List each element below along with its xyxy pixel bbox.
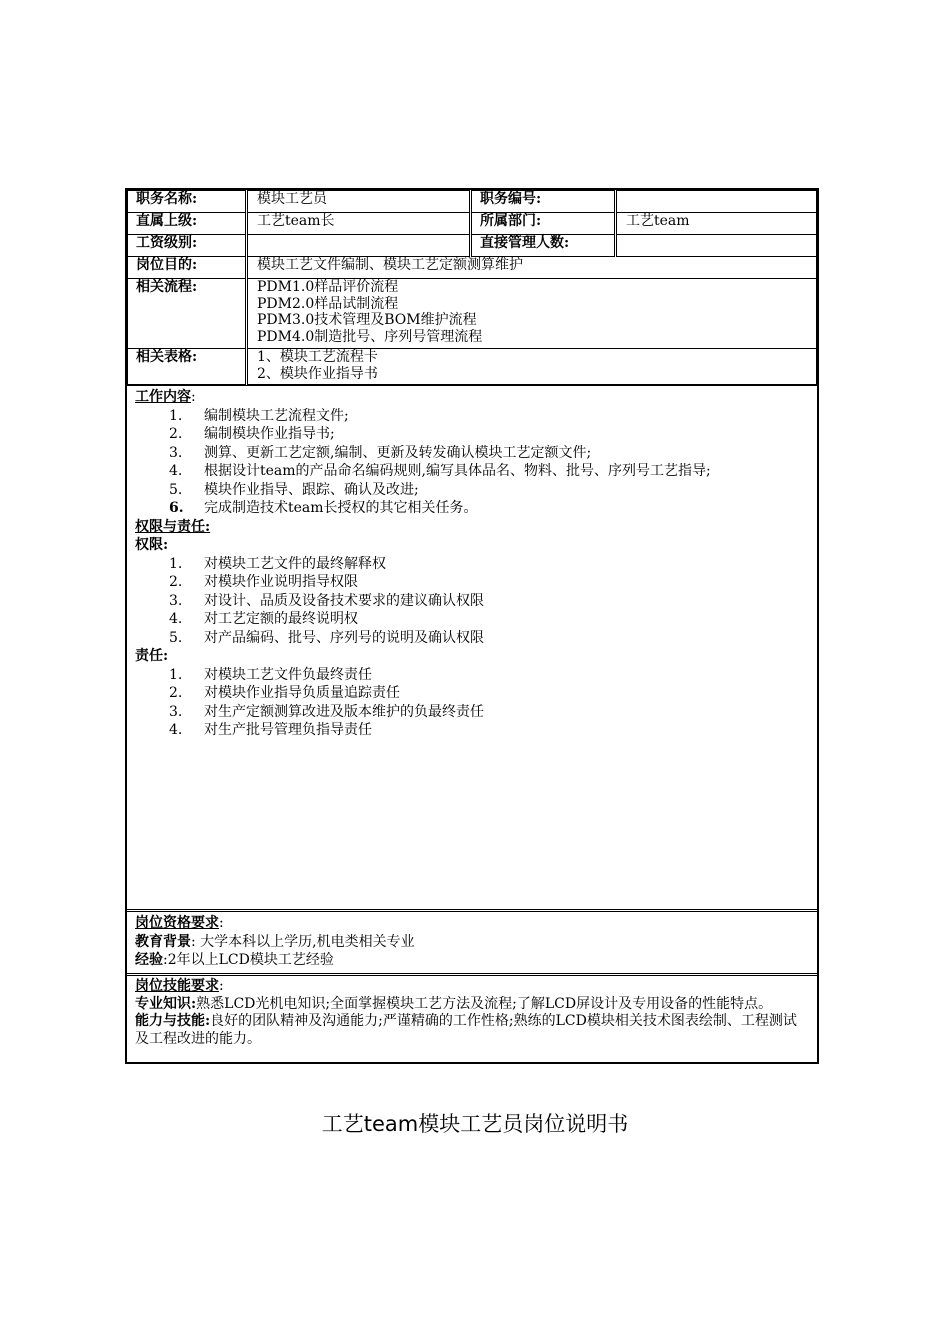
processes-row (128, 279, 817, 349)
list-item (135, 573, 809, 592)
item-number: 1. (169, 666, 183, 683)
purpose-label: 岗位目的: (128, 257, 247, 279)
skills-section (127, 973, 817, 1062)
item-text: 根据设计team的产品命名编码规则,编写具体品名、物料、批号、序列号工艺指导; (204, 463, 711, 479)
list-item (135, 610, 809, 629)
item-text: 对模块工艺文件的最终解释权 (204, 555, 386, 572)
ability-label: 能力与技能: (135, 1013, 211, 1029)
qualification-heading: 岗位资格要求 (135, 915, 219, 931)
item-number: 2. (169, 426, 183, 442)
document-title: 工艺team模块工艺员岗位说明书 (321, 1112, 629, 1136)
processes-label: 相关流程: (128, 279, 247, 349)
item-text: 对模块作业指导负质量追踪责任 (204, 685, 400, 701)
work-list (135, 407, 809, 518)
list-item (135, 721, 809, 740)
item-number: 3. (169, 703, 183, 720)
list-item (135, 481, 809, 500)
department-value: 工艺team (616, 213, 817, 235)
work-section (127, 385, 817, 909)
process-item: PDM1.0样品评价流程 (257, 279, 399, 295)
header-row (128, 213, 817, 235)
item-number: 1. (169, 407, 183, 424)
department-label: 所属部门: (471, 213, 616, 235)
direct-reports-label: 直接管理人数: (471, 235, 616, 257)
purpose-row (128, 257, 817, 279)
job-title-label: 职务名称: (128, 191, 247, 213)
supervisor-label: 直属上级: (128, 213, 247, 235)
salary-grade-value (247, 235, 471, 257)
process-item: PDM2.0样品试制流程 (257, 295, 399, 312)
item-number: 6. (169, 500, 184, 516)
skills-heading: 岗位技能要求 (135, 978, 219, 994)
item-number: 2. (169, 685, 183, 701)
item-text: 完成制造技术team长授权的其它相关任务。 (204, 500, 478, 516)
job-code-value (616, 191, 817, 213)
form-item: 1、模块工艺流程卡 (257, 349, 378, 365)
item-text: 测算、更新工艺定额,编制、更新及转发确认模块工艺定额文件; (204, 444, 592, 461)
item-number: 3. (169, 444, 183, 461)
qualification-heading-colon: : (219, 915, 224, 931)
knowledge-label: 专业知识: (135, 995, 197, 1012)
job-title-value: 模块工艺员 (247, 191, 471, 213)
skills-heading-colon: : (219, 978, 224, 994)
list-item (135, 684, 809, 703)
item-number: 4. (169, 611, 183, 627)
process-item: PDM3.0技术管理及BOM维护流程 (257, 312, 477, 328)
rights-list (135, 555, 809, 648)
salary-grade-label: 工资级别: (128, 235, 247, 257)
item-number: 2. (169, 574, 183, 590)
job-code-label: 职务编号: (471, 191, 616, 213)
ability-value: 良好的团队精神及沟通能力;严谨精确的工作性格;熟练的LCD模块相关技术图表绘制、工程测试及工程改进的能力。 (135, 1013, 797, 1047)
item-text: 模块作业指导、跟踪、确认及改进; (204, 481, 419, 498)
forms-label: 相关表格: (128, 349, 247, 385)
item-number: 1. (169, 555, 183, 572)
authority-heading: 权限与责任: (135, 518, 211, 535)
list-item (135, 462, 809, 481)
form-item: 2、模块作业指导书 (257, 365, 378, 382)
list-item (135, 666, 809, 685)
header-row (128, 191, 817, 213)
experience-label: 经验 (135, 952, 163, 968)
item-text: 对模块作业说明指导权限 (204, 574, 358, 590)
supervisor-value: 工艺team长 (247, 213, 471, 235)
forms-list (247, 349, 817, 385)
process-item: PDM4.0制造批号、序列号管理流程 (257, 328, 483, 345)
processes-list (247, 279, 817, 349)
list-item (135, 703, 809, 722)
item-text: 对生产定额测算改进及版本维护的负最终责任 (204, 703, 484, 720)
list-item (135, 444, 809, 463)
item-number: 4. (169, 722, 183, 738)
list-item (135, 407, 809, 426)
knowledge-value: 熟悉LCD光机电知识;全面掌握模块工艺方法及流程;了解LCD屏设计及专用设备的性能特点。 (196, 995, 773, 1012)
item-text: 对模块工艺文件负最终责任 (204, 666, 372, 683)
rights-label: 权限: (135, 537, 169, 553)
item-number: 4. (169, 463, 183, 479)
item-number: 5. (169, 629, 183, 646)
list-item (135, 555, 809, 574)
work-heading: 工作内容 (135, 389, 191, 405)
item-text: 对生产批号管理负指导责任 (204, 722, 372, 738)
purpose-value: 模块工艺文件编制、模块工艺定额测算维护 (247, 257, 817, 279)
header-table (127, 190, 817, 385)
education-label: 教育背景 (135, 933, 191, 950)
item-text: 对设计、品质及设备技术要求的建议确认权限 (204, 592, 484, 609)
education-value: : 大学本科以上学历,机电类相关专业 (191, 933, 415, 950)
job-description-form (125, 188, 819, 1064)
header-row (128, 235, 817, 257)
list-item (135, 425, 809, 444)
item-text: 编制模块工艺流程文件; (204, 407, 349, 424)
duties-label: 责任: (135, 648, 169, 664)
forms-row (128, 349, 817, 385)
item-number: 5. (169, 481, 183, 498)
item-text: 编制模块作业指导书; (204, 426, 335, 442)
qualification-section (127, 909, 817, 973)
experience-value: :2年以上LCD模块工艺经验 (163, 952, 334, 968)
item-text: 对工艺定额的最终说明权 (204, 611, 358, 627)
work-heading-colon: : (191, 389, 196, 405)
item-number: 3. (169, 592, 183, 609)
list-item (135, 499, 809, 518)
list-item (135, 592, 809, 611)
direct-reports-value (616, 235, 817, 257)
list-item (135, 629, 809, 648)
item-text: 对产品编码、批号、序列号的说明及确认权限 (204, 629, 484, 646)
duties-list (135, 666, 809, 740)
